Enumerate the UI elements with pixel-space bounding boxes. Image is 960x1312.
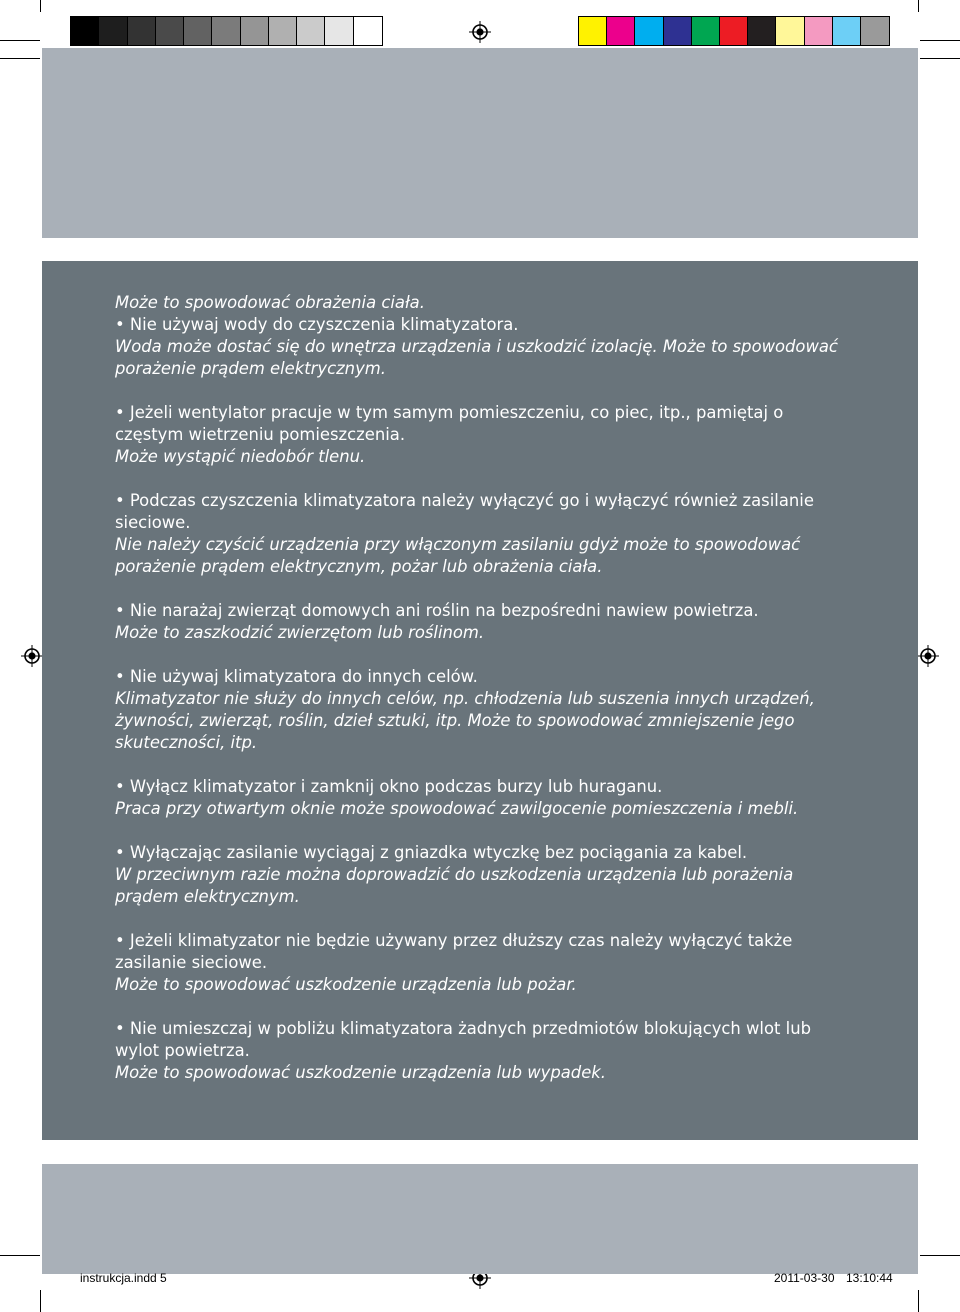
- color-swatch: [297, 17, 325, 45]
- slug-time: 13:10:44: [846, 1271, 893, 1285]
- warning-consequence: Nie należy czyścić urządzenia przy włączonym zasilaniu gdyż może to spowodować porażenie prądem elektrycznym, pożar lub obrażenia ciała.: [115, 535, 801, 576]
- color-swatch: [748, 17, 776, 45]
- grayscale-color-bar: [70, 16, 383, 46]
- instruction: • Nie używaj klimatyzatora do innych celów.: [115, 667, 478, 686]
- instruction: • Jeżeli klimatyzator nie będzie używany przez dłuższy czas należy wyłączyć także zasilanie sieciowe.: [115, 931, 793, 972]
- warning-consequence: Praca przy otwartym oknie może spowodować zawilgocenie pomieszczenia i mebli.: [115, 799, 799, 818]
- color-swatch: [833, 17, 861, 45]
- color-swatch: [692, 17, 720, 45]
- warning-consequence: Może wystąpić niedobór tlenu.: [115, 447, 366, 466]
- registration-mark-icon: [469, 21, 491, 43]
- color-swatch: [635, 17, 663, 45]
- warning-consequence: Może to spowodować obrażenia ciała.: [115, 293, 425, 312]
- crop-mark: [40, 1290, 41, 1312]
- crop-mark: [920, 58, 960, 59]
- color-swatch: [664, 17, 692, 45]
- instruction: • Wyłącz klimatyzator i zamknij okno podczas burzy lub huraganu.: [115, 777, 663, 796]
- color-swatch: [861, 17, 889, 45]
- color-swatch: [184, 17, 212, 45]
- color-swatch: [607, 17, 635, 45]
- color-swatch: [354, 17, 382, 45]
- color-swatch: [325, 17, 353, 45]
- color-swatch: [99, 17, 127, 45]
- crop-mark: [918, 0, 919, 12]
- warning-consequence: Może to zaszkodzić zwierzętom lub roślinom.: [115, 623, 485, 642]
- color-swatch: [805, 17, 833, 45]
- crop-mark: [918, 1290, 919, 1312]
- color-swatch: [579, 17, 607, 45]
- warning-consequence: Klimatyzator nie służy do innych celów, np. chłodzenia lub suszenia innych urządzeń, żywności, zwierząt, roślin, dzieł sztuki, itp. Może to spowodować zmniejszenie jego skuteczności, itp.: [115, 689, 815, 752]
- warning-consequence: Może to spowodować uszkodzenie urządzenia lub wypadek.: [115, 1063, 606, 1082]
- instruction: • Wyłączając zasilanie wyciągaj z gniazdka wtyczkę bez pociągania za kabel.: [115, 843, 748, 862]
- crop-mark: [0, 40, 40, 41]
- crop-mark: [920, 40, 960, 41]
- top-gray-band: [42, 48, 918, 238]
- color-swatch: [241, 17, 269, 45]
- color-swatch: [720, 17, 748, 45]
- instruction: • Jeżeli wentylator pracuje w tym samym pomieszczeniu, co piec, itp., pamiętaj o częstym wietrzeniu pomieszczenia.: [115, 403, 784, 444]
- instruction: • Nie używaj wody do czyszczenia klimatyzatora.: [115, 315, 519, 334]
- color-swatch: [71, 17, 99, 45]
- warning-consequence: W przeciwnym razie można doprowadzić do uszkodzenia urządzenia lub porażenia prądem elektrycznym.: [115, 865, 794, 906]
- warning-consequence: Może to spowodować uszkodzenie urządzenia lub pożar.: [115, 975, 577, 994]
- color-swatch: [776, 17, 804, 45]
- instruction: • Nie umieszczaj w pobliżu klimatyzatora żadnych przedmiotów blokujących wlot lub wylot powietrza.: [115, 1019, 811, 1060]
- color-swatch: [128, 17, 156, 45]
- slug-filename: instrukcja.indd 5: [80, 1271, 167, 1285]
- registration-mark-icon: [917, 645, 939, 667]
- process-color-bar: [578, 16, 890, 46]
- crop-mark: [920, 1255, 960, 1256]
- crop-mark: [0, 58, 40, 59]
- color-swatch: [156, 17, 184, 45]
- safety-instructions: [115, 292, 850, 1084]
- instruction: • Podczas czyszczenia klimatyzatora należy wyłączyć go i wyłączyć również zasilanie sieciowe.: [115, 491, 814, 532]
- slug-date: 2011-03-30: [774, 1271, 835, 1285]
- instruction: • Nie narażaj zwierząt domowych ani roślin na bezpośredni nawiew powietrza.: [115, 601, 759, 620]
- crop-mark: [40, 0, 41, 12]
- color-swatch: [212, 17, 240, 45]
- crop-mark: [0, 1255, 40, 1256]
- color-swatch: [269, 17, 297, 45]
- warning-consequence: Woda może dostać się do wnętrza urządzenia i uszkodzić izolację. Może to spowodować porażenie prądem elektrycznym.: [115, 337, 838, 378]
- registration-mark-icon: [21, 645, 43, 667]
- bottom-gray-band: [42, 1164, 918, 1274]
